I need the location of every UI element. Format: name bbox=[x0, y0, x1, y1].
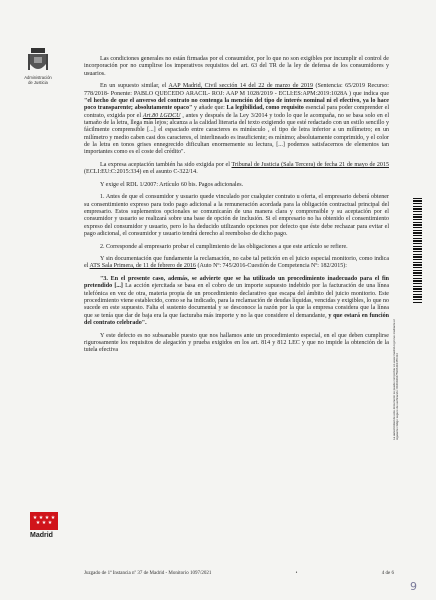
document-body bbox=[84, 56, 389, 360]
bold-quote: y que estará en función del contrato celebrado". bbox=[84, 312, 389, 326]
logo-caption-line-1: Administración bbox=[24, 75, 52, 80]
text: La expresa aceptación también ha sido exigida por el bbox=[100, 161, 232, 168]
text: , antes y después de la Ley 3/2014 y todo lo que le acompaña, no se basa solo en el tamaño de la letra, llega más lejos; alcanza a la calidad literaria del texto exigiendo que esté redactado con un estilo sencillo y fácilmente comprensible [...] el espaciado entre caracteres es minúsculo , el tipo de letra inferior a un milímetro; en un milímetro y medio caben casi dos caracteres, el interlineado es insuficiente; es mínimo; absolutamente comprimido, y el color de la letra en tonos grises ennegrecido dificultan enormemente su lectura, [...] podemos satisfacernos de elementos tan importantes como es el coste del crédito". bbox=[84, 112, 390, 156]
crown-shield-icon bbox=[27, 46, 49, 74]
footer-bullet: • bbox=[295, 571, 298, 576]
star-icon: ★ bbox=[47, 521, 53, 526]
text: (ECLI:EU:C:2015:334) en el asunto C-322/14. bbox=[84, 169, 198, 176]
bold-quote: "el hecho de que el anverso del contrato no contenga la mención del tipo de interés nominal ni el efectivo, ya lo hace poco transparente; absolutamente opaco" bbox=[84, 97, 389, 112]
text: esencial para poder comprender el contrato, exigida por el bbox=[84, 105, 390, 119]
paragraph-2 bbox=[84, 83, 389, 156]
text: Y sin documentación que fundamente la reclamación, no cabe tal petición en el juicio especial monitorio, como indica el bbox=[84, 256, 389, 270]
citation-link-ats[interactable]: ATS Sala Primera, de 11 de febrero de 2016 bbox=[89, 263, 196, 270]
star-icon: ★ bbox=[44, 516, 50, 521]
page-number: 4 de 6 bbox=[381, 571, 394, 576]
bold-quote: "3. En el presente caso, además, se advierte que se ha utilizado un procedimiento inadecuado para el fin pretendido [...] bbox=[84, 275, 389, 290]
star-icon: ★ bbox=[32, 516, 38, 521]
paragraph-4: Y exige el RDL 1/2007: Artículo 60 bis. Pagos adicionales. bbox=[100, 181, 244, 188]
region-label: Madrid bbox=[30, 532, 53, 539]
star-icon: ★ bbox=[50, 516, 56, 521]
page-footer bbox=[84, 571, 394, 576]
comunidad-madrid-logo bbox=[30, 512, 76, 539]
paragraph-9: Y este defecto es no subsanable puesto que nos hallamos ante un procedimiento especial, en el que deben cumplirse rigurosamente los requisitos de alegación y prueba exigidos en los art. 814 y 812 LEC y que no impide la obtención de la tutela efectiva bbox=[84, 332, 389, 354]
paragraph-5: 1. Antes de que el consumidor y usuario quede vinculado por cualquier contrato u oferta, el empresario deberá obtener su consentimiento expreso para todo pago adicional a la remuneración acordada para la obligación contractual principal del empresario. Estos suplementos opcionales se comunicarán de una manera clara y comprensible y su aceptación por el consumidor y usuario se realizará sobre una base de opción de inclusión. Si el empresario no ha obtenido el consentimiento expreso del consumidor y usuario, pero lo ha deducido utilizando opciones por defecto que éste debe rechazar para evitar el pago adicional, el consumidor y usuario tendrá derecho al reembolso de dicho pago. bbox=[84, 194, 389, 237]
bold-quote: La legibilidad, como requisito bbox=[226, 105, 304, 112]
citation-link-aap-madrid[interactable]: AAP Madrid, Civil sección 14 del 22 de marzo de 2019 bbox=[168, 83, 313, 90]
barcode bbox=[413, 198, 422, 303]
star-icon: ★ bbox=[35, 521, 41, 526]
text: y añade que: bbox=[192, 105, 227, 112]
paragraph-6: 2. Corresponde al empresario probar el cumplimiento de las obligaciones a que este artículo se refiere. bbox=[100, 243, 348, 250]
verification-note: La autenticidad de este documento se puede comprobar en www.madrid.org/cove mediante el siguiente código seguro de verificación: 0949049475906494455414 bbox=[392, 319, 400, 440]
paragraph-1: Las condiciones generales no están firmadas por el consumidor, por lo que no son exigibles por incumplir el control de incorporación por no cumplirse los imperativos requisitos del art. 63 del TR de la ley de defensa de los consumidores y usuarios. bbox=[84, 56, 389, 77]
court-reference: Juzgado de 1ª Instancia nº 37 de Madrid - Monitorio 1097/2021 bbox=[84, 571, 212, 576]
text: (Sentencia: 65/2019 Recurso: 778/2018- Ponente: PABLO QUECEDO ARACIL- ROJ: AAP M 1028/2019 - ECLI:ES:APM:2019:1028A ) que indica que bbox=[84, 83, 389, 97]
citation-link-tjue[interactable]: Tribunal de Justicia (Sala Tercera) de fecha 21 de mayo de 2015 bbox=[231, 161, 389, 168]
handwritten-mark: 9 bbox=[410, 580, 417, 593]
logo-caption-line-2: de Justicia bbox=[28, 79, 48, 85]
stars-flag bbox=[30, 512, 58, 530]
text: (Auto Nº: 745/2016-Cuestión de Competencia Nº: 182/2015): bbox=[195, 263, 347, 270]
star-icon: ★ bbox=[38, 516, 44, 521]
paragraph-8 bbox=[84, 276, 389, 327]
paragraph-3 bbox=[84, 162, 389, 177]
coat-of-arms-logo bbox=[18, 46, 58, 86]
text: En un supuesto similar, el bbox=[100, 83, 169, 90]
star-icon: ★ bbox=[41, 521, 47, 526]
text: La acción ejercitada se basa en el cobro de un importe supuesto indebido por la facturación de una línea telefónica en vez de otra, materia propia de un procedimiento declarativo que escapa del ámbito del juicio monitorio. Este procedimiento viene establecido, como se ha indicado, para la reclamación de deudas líquidas, vencidas y exigibles, lo que no sucede en este supuesto. Falta el sustento documental y se desconoce la razón por la que la empresa considera que la línea que se tenía que dar de baja era la que facturaba más importe y no la que considere el demandante, bbox=[84, 283, 390, 319]
paragraph-7 bbox=[84, 256, 389, 271]
law-reference: Art.80 LGDCU bbox=[142, 112, 181, 119]
